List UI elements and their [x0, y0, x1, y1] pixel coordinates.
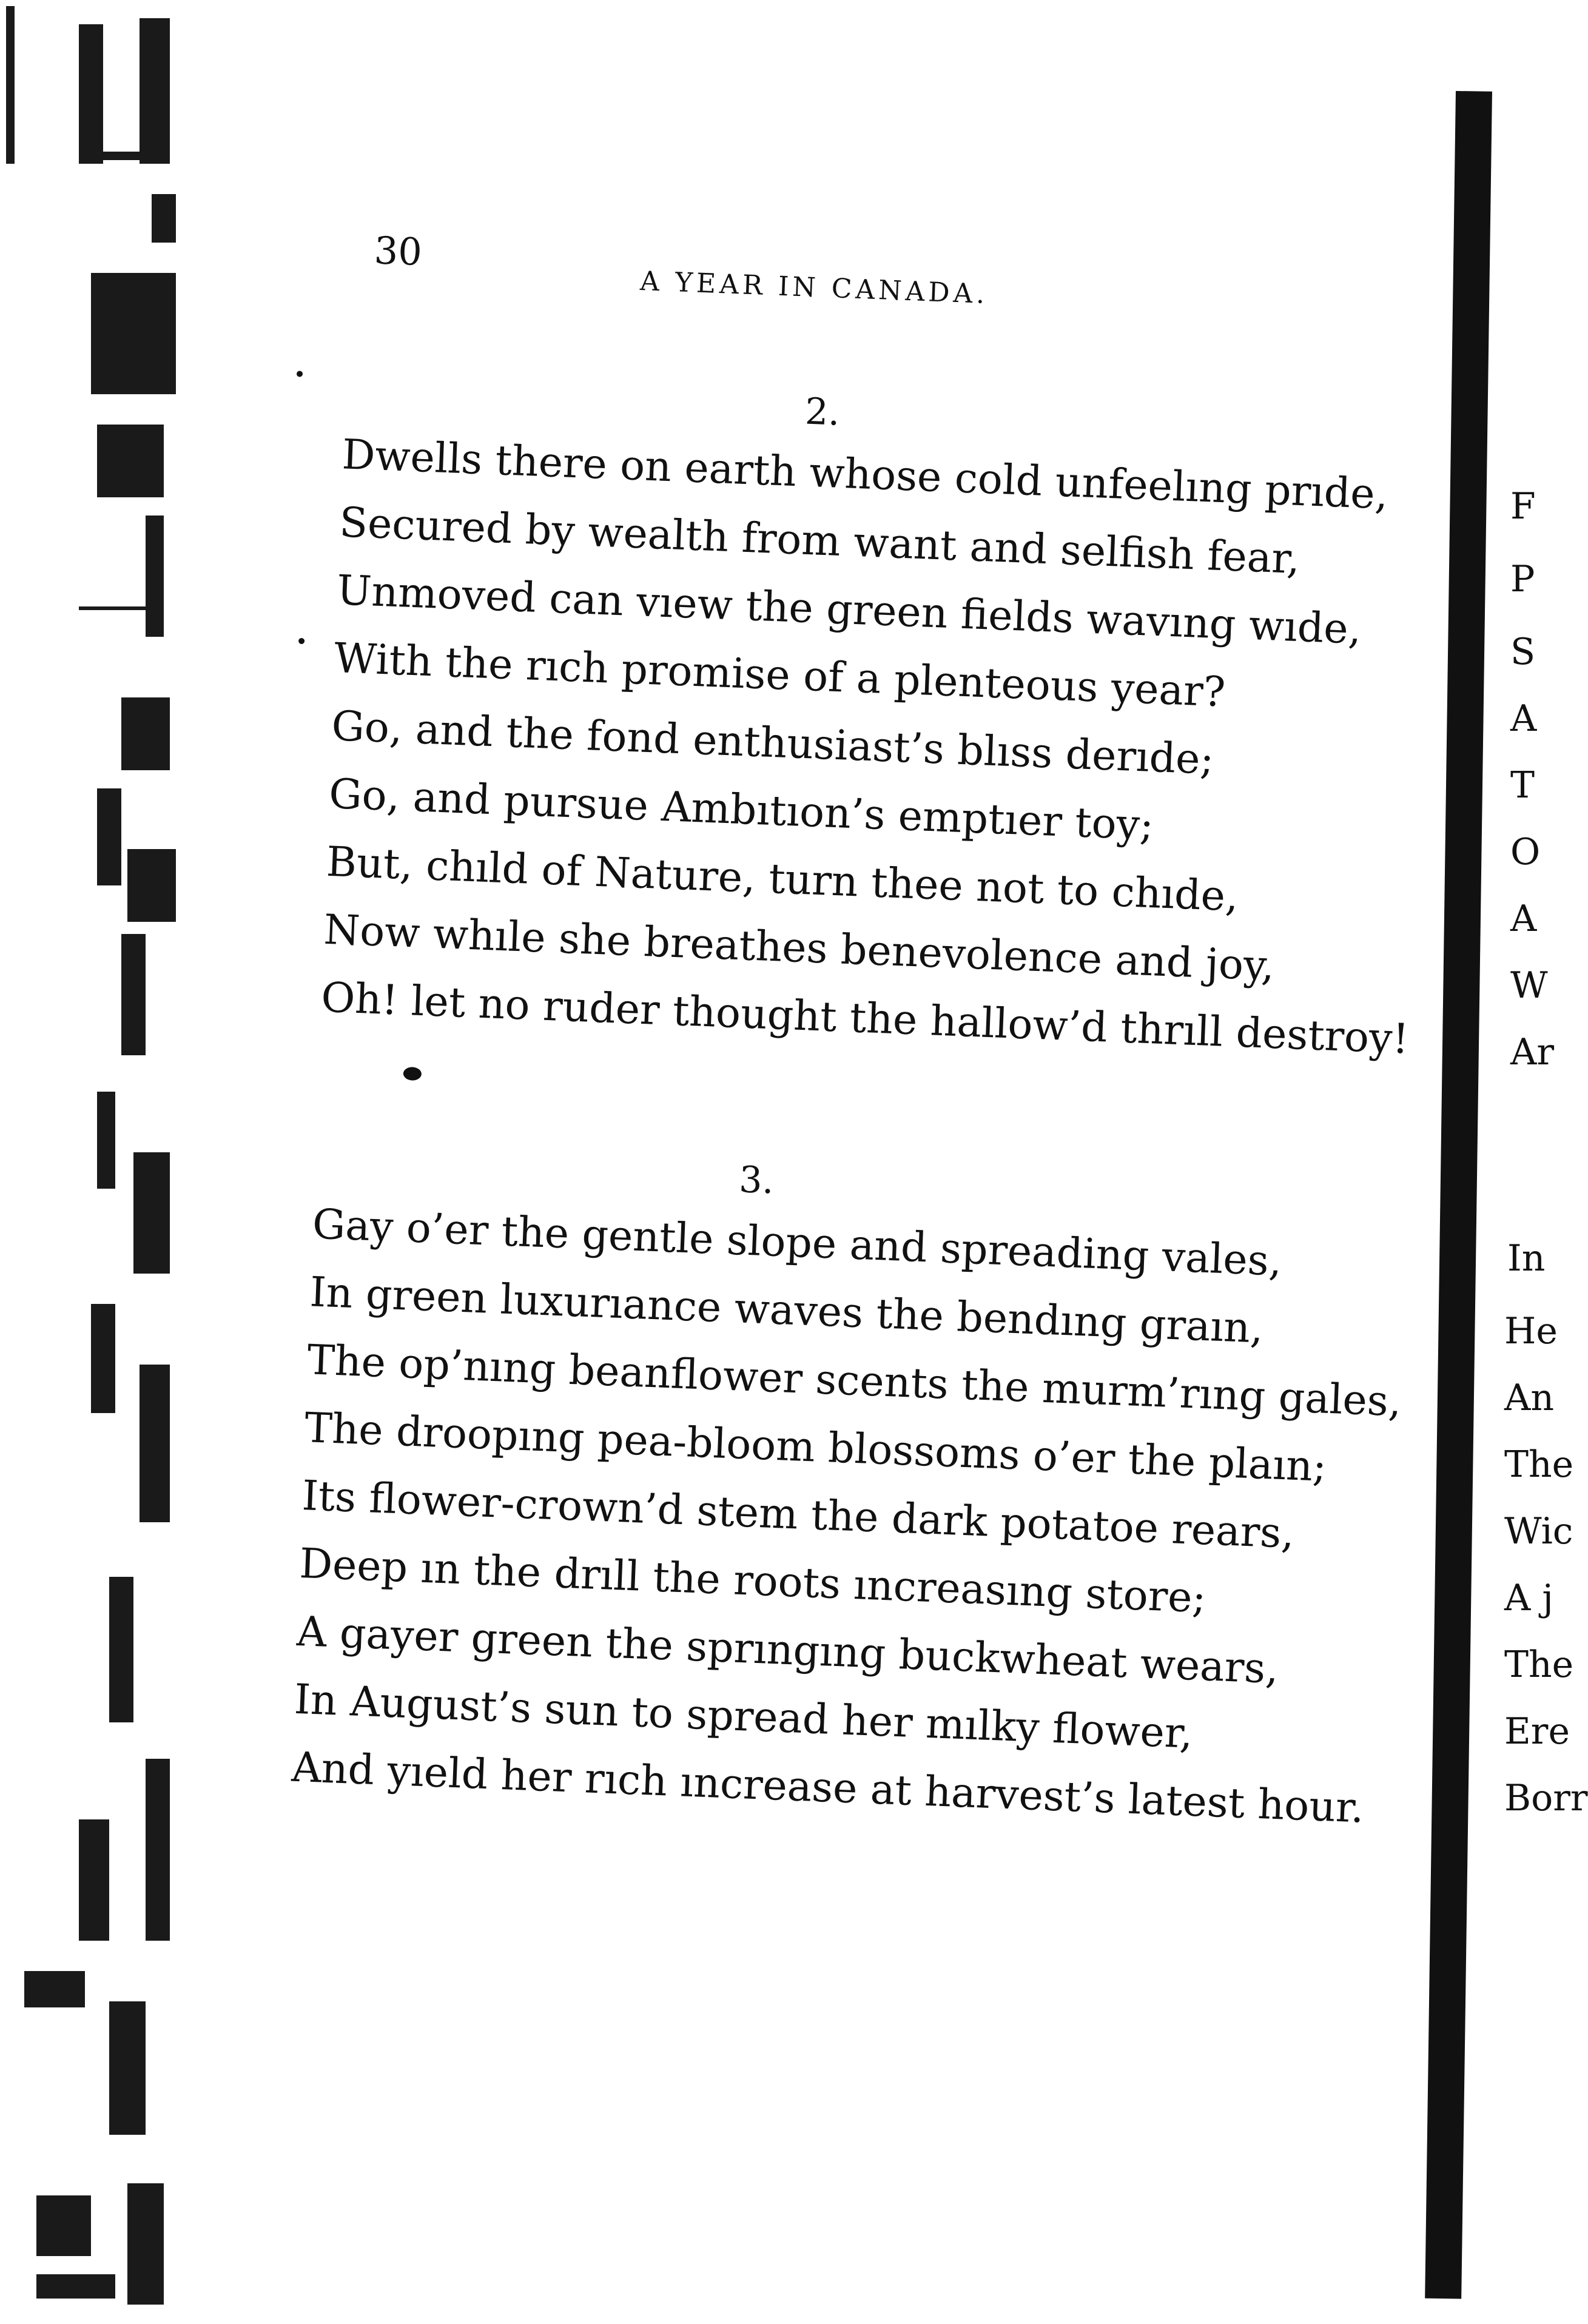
facing-line-fragment: Ere	[1504, 1710, 1570, 1753]
facing-line-fragment: W	[1510, 964, 1548, 1007]
stanza-number: 2.	[804, 390, 841, 434]
verse-line: In August’s sun to spread her mılky flower,	[293, 1675, 1194, 1758]
facing-line-fragment: T	[1510, 764, 1535, 807]
facing-line-fragment: O	[1510, 831, 1541, 873]
facing-line-fragment: A	[1510, 697, 1537, 740]
facing-line-fragment: The	[1504, 1443, 1574, 1486]
verse-line: Gay o’er the gentle slope and spreading vales,	[311, 1200, 1283, 1286]
verse-line: A gayer green the sprıngıng buckwheat wears,	[295, 1607, 1280, 1694]
facing-line-fragment: A j	[1504, 1577, 1554, 1619]
verse-line: Go, and the fond enthusiast’s blıss derıde;	[331, 702, 1215, 784]
verse-line: Its flower-crown’d stem the dark potatoe rears,	[301, 1472, 1296, 1558]
facing-page-fragment	[1504, 0, 1588, 2324]
facing-line-fragment: The	[1504, 1644, 1574, 1686]
stanza-number: 3.	[738, 1158, 775, 1203]
page-number: 30	[373, 228, 423, 275]
verse-line: Secured by wealth from want and selfish fear,	[338, 499, 1301, 584]
stanza	[291, 1191, 1402, 1843]
verse-line: Unmoved can vıew the green fields wavıng wıde,	[335, 566, 1362, 654]
verse-line: Deep ın the drıll the roots ıncreasıng store;	[298, 1539, 1207, 1623]
verse-line: With the rıch promise of a plenteous year?	[333, 634, 1226, 717]
verse-line: The droopıng pea-bloom blossoms o’er the plaın;	[303, 1404, 1328, 1491]
running-head: A YEAR IN CANADA.	[639, 265, 989, 310]
verse-line: In green luxurıance waves the bendıng graın,	[309, 1268, 1265, 1353]
facing-line-fragment: Ar	[1510, 1031, 1555, 1073]
facing-line-fragment: Borr	[1504, 1777, 1588, 1819]
verse-line: Oh! let no ruder thought the hallow’d thrıll destroy!	[320, 973, 1410, 1064]
facing-line-fragment: An	[1504, 1377, 1554, 1419]
ink-blot	[403, 1067, 422, 1081]
facing-line-fragment: A	[1510, 898, 1537, 940]
verse-line: Dwells there on earth whose cold unfeelıng prıde,	[341, 431, 1389, 519]
facing-line-fragment: He	[1504, 1310, 1558, 1352]
facing-line-fragment: Wic	[1504, 1510, 1573, 1553]
page-binding-edge	[0, 0, 194, 2324]
verse-line: Go, and pursue Ambıtıon’s emptıer toy;	[328, 770, 1155, 850]
ink-speck	[297, 371, 303, 377]
verse-line: And yıeld her rıch ıncrease at harvest’s latest hour.	[291, 1743, 1365, 1833]
verse-line: Now whıle she breathes benevolence and joy,	[323, 905, 1276, 990]
facing-line-fragment: S	[1510, 631, 1536, 673]
verse-line: The op’nıng beanflower scents the murm’rıng gales,	[306, 1336, 1402, 1426]
facing-line-fragment: F	[1510, 485, 1536, 528]
book-page	[218, 200, 1430, 1833]
stanza	[320, 421, 1422, 1073]
ink-speck	[298, 638, 304, 644]
facing-line-fragment: P	[1510, 558, 1535, 600]
facing-line-fragment: In	[1507, 1237, 1546, 1280]
book-gutter-shadow	[1425, 91, 1492, 2299]
verse-line: But, chıld of Nature, turn thee not to chıde,	[325, 838, 1240, 921]
